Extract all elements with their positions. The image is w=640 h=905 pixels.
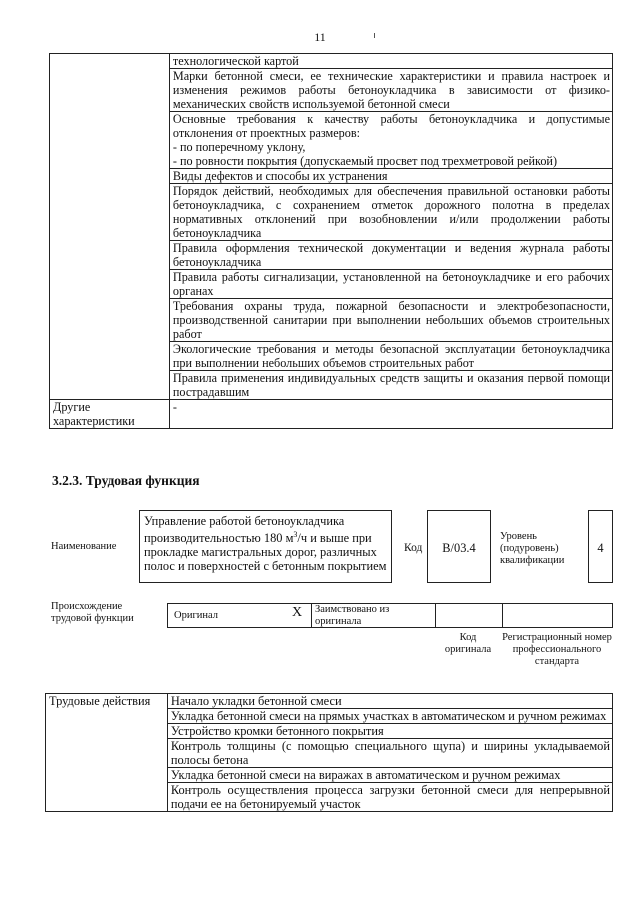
table-cell: Марки бетонной смеси, ее технические характеристики и правила настроек и изменения режимов работы бетоноукладчика в зависимости от физико-механических свойств используемой бетонной смеси	[169, 69, 612, 112]
code-original-caption: Код оригинала	[444, 632, 492, 655]
other-characteristics-value: -	[169, 400, 612, 429]
origin-row	[167, 603, 613, 628]
origin-label: Происхождение трудовой функции	[51, 601, 134, 624]
table-cell: Виды дефектов и способы их устранения	[169, 169, 612, 184]
table-cell: Укладка бетонной смеси на прямых участках в автоматическом и ручном режимах	[167, 709, 612, 724]
labor-actions-label: Трудовые действия	[46, 694, 168, 812]
other-characteristics-label: Другие характеристики	[50, 400, 170, 429]
original-label: Оригинал	[174, 610, 218, 621]
name-label: Наименование	[51, 541, 117, 552]
table-cell: Укладка бетонной смеси на виражах в автоматическом и ручном режимах	[167, 768, 612, 783]
table-cell: Экологические требования и методы безопасной эксплуатации бетоноукладчика при выполнении небольших объемов строительных работ	[169, 342, 612, 371]
page-number: 11	[314, 30, 326, 44]
divider	[502, 604, 503, 627]
table-row	[46, 694, 613, 709]
table-cell: технологической картой	[169, 54, 612, 69]
table-cell: Порядок действий, необходимых для обеспечения правильной остановки работы бетоноукладчика, с сохранением отметок дорожного полотна в пределах нормативных отклонений при возобновлении и/или продолжении работы бетоноукладчика	[169, 184, 612, 241]
registration-caption: Регистрационный номер профессионального стандарта	[502, 632, 612, 667]
code-label: Код	[404, 542, 423, 554]
table-cell: Устройство кромки бетонного покрытия	[167, 724, 612, 739]
cell-subline: - по поперечному уклону,	[172, 140, 306, 154]
table-row	[50, 400, 613, 429]
table-cell: Контроль осуществления процесса загрузки бетонной смеси для непрерывной подачи ее на бетонируемый участок	[167, 783, 612, 812]
labor-actions-table	[45, 693, 613, 812]
function-name-sup: 3	[293, 530, 298, 539]
level-label: Уровень (подуровень) квалификации	[500, 531, 565, 566]
divider	[311, 604, 312, 627]
function-name-text: Управление работой бетоноукладчика производительностью 180 м	[144, 514, 345, 546]
knowledge-table	[49, 53, 613, 429]
table-cell: Контроль толщины (с помощью специального щупа) и ширины укладываемой полосы бетона	[167, 739, 612, 768]
cell-subline: - по ровности покрытия (допускаемый просвет под трехметровой рейкой)	[172, 154, 557, 168]
original-mark: X	[292, 605, 303, 620]
scan-mark	[374, 33, 375, 38]
table-cell: Правила работы сигнализации, установленной на бетоноукладчике и его рабочих органах	[169, 270, 612, 299]
table-cell: Требования охраны труда, пожарной безопасности и электробезопасности, производственной санитарии при выполнении небольших объемов строительных работ	[169, 299, 612, 342]
table-cell	[169, 112, 612, 169]
table-row	[50, 54, 613, 69]
borrowed-label: Заимствовано из оригинала	[315, 604, 390, 627]
code-value: B/03.4	[427, 510, 491, 583]
section-title: 3.2.3. Трудовая функция	[52, 473, 200, 488]
function-name-text-cont: /ч и выше при прокладке магистральных дорог, различных полос и поверхностей с бетонным покрытием	[144, 531, 387, 574]
level-value: 4	[588, 510, 613, 583]
function-name-box	[139, 510, 392, 583]
cell-text: Основные требования к качеству работы бетоноукладчика и допустимые отклонения от проектных размеров:	[172, 112, 610, 140]
label-cell-empty	[50, 54, 170, 400]
divider	[435, 604, 436, 627]
table-cell: Правила оформления технической документации и ведения журнала работы бетоноукладчика	[169, 241, 612, 270]
table-cell: Правила применения индивидуальных средств защиты и оказания первой помощи пострадавшим	[169, 371, 612, 400]
table-cell: Начало укладки бетонной смеси	[167, 694, 612, 709]
